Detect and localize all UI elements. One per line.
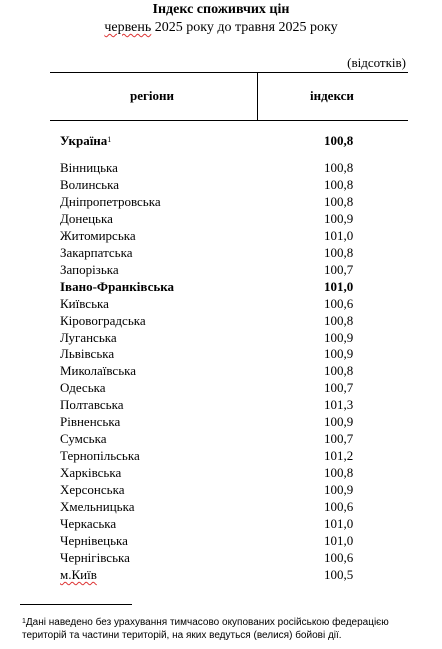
region-name: Рівненська (60, 414, 121, 430)
index-value: 100,8 (324, 176, 354, 192)
table-row (60, 482, 360, 498)
index-value: 101,0 (324, 532, 354, 548)
table-row (60, 380, 360, 396)
region-name: Черкаська (60, 516, 117, 531)
index-value-total: 100,8 (324, 133, 354, 148)
index-value: 100,6 (324, 499, 354, 514)
region-name: Миколаївська (60, 363, 137, 379)
footnote-text: Дані наведено без урахування тимчасово окупованих російською федерацією територій та частини територій, на яких ведуться (велися) бойові дії. (22, 617, 389, 641)
table-row (60, 550, 360, 566)
region-name: Запорізька (60, 261, 119, 277)
table-header-rule (50, 120, 408, 121)
table-row (60, 228, 360, 244)
index-value: 100,6 (324, 295, 354, 311)
index-value: 100,9 (324, 346, 354, 362)
table-row (60, 567, 360, 583)
index-value: 100,9 (324, 210, 354, 226)
footnote-number: 1 (22, 618, 26, 625)
index-value: 100,8 (324, 312, 354, 328)
index-value: 100,8 (324, 244, 354, 260)
region-name-total (60, 133, 111, 148)
column-header-index: індекси (310, 88, 354, 103)
footnote-separator (20, 604, 132, 605)
index-value: 101,0 (324, 227, 354, 243)
table-row (60, 363, 360, 379)
index-value: 101,0 (324, 278, 354, 294)
table-row (60, 431, 360, 447)
region-name: Херсонська (60, 482, 125, 498)
region-name: Волинська (60, 176, 119, 192)
subtitle-month: червень (104, 20, 152, 35)
table-row (60, 194, 360, 210)
footnote-mark: 1 (107, 135, 112, 144)
page-subtitle (0, 20, 442, 36)
table-row (60, 160, 360, 176)
region-name: Чернігівська (60, 549, 130, 565)
table-row (60, 211, 360, 227)
region-name: Кіровоградська (60, 312, 146, 328)
index-value: 100,8 (324, 160, 354, 175)
page-title: Індекс споживчих цін (152, 2, 290, 17)
table-row (60, 245, 360, 261)
table-row (60, 397, 360, 413)
region-name: Чернівецька (60, 532, 128, 548)
region-name: Івано-Франківська (60, 278, 175, 294)
region-name: Закарпатська (60, 244, 133, 260)
table-row (60, 516, 360, 532)
region-name: Львівська (60, 346, 115, 362)
table-row (60, 177, 360, 193)
table-row (60, 262, 360, 278)
index-value: 100,7 (324, 261, 354, 277)
table-row (60, 414, 360, 430)
index-value: 100,6 (324, 549, 354, 565)
index-value: 100,9 (324, 482, 354, 498)
table-row (60, 346, 360, 362)
table-column-divider (257, 72, 258, 120)
region-name: Полтавська (60, 397, 124, 413)
subtitle-period: 2025 року до травня 2025 року (151, 20, 338, 35)
region-name: Луганська (60, 329, 117, 345)
index-value: 100,9 (324, 414, 354, 430)
table-row (60, 465, 360, 481)
region-name: Вінницька (60, 160, 118, 175)
index-value: 100,9 (324, 329, 354, 345)
region-name: Донецька (60, 210, 113, 226)
region-name: Київська (60, 295, 109, 311)
region-name: Житомирська (60, 227, 136, 243)
region-name: Тернопільська (60, 448, 140, 464)
region-name: Одеська (60, 380, 106, 396)
index-value: 100,8 (324, 193, 354, 209)
table-row-total (60, 133, 360, 149)
region-name: Сумська (60, 431, 107, 447)
index-value: 100,5 (324, 566, 354, 582)
table-row (60, 499, 360, 515)
table-top-rule (50, 72, 408, 73)
index-value: 101,3 (324, 397, 354, 413)
table-row (60, 533, 360, 549)
table-row (60, 313, 360, 329)
index-value: 100,8 (324, 465, 354, 481)
region-name: Хмельницька (60, 499, 135, 514)
index-value: 101,0 (324, 516, 354, 531)
table-row (60, 296, 360, 312)
region-name: м.Київ (60, 566, 97, 582)
column-header-region: регіони (130, 88, 174, 103)
total-name: Україна (60, 133, 108, 148)
table-row (60, 279, 360, 295)
table-row (60, 448, 360, 464)
index-value: 101,2 (324, 448, 354, 464)
table-row (60, 330, 360, 346)
index-value: 100,7 (324, 431, 354, 447)
footnote (22, 616, 432, 642)
index-value: 100,8 (324, 363, 354, 379)
region-name: Дніпропетровська (60, 193, 161, 209)
region-name: Харківська (60, 465, 122, 481)
unit-label: (відсотків) (347, 55, 406, 70)
index-value: 100,7 (324, 380, 354, 396)
